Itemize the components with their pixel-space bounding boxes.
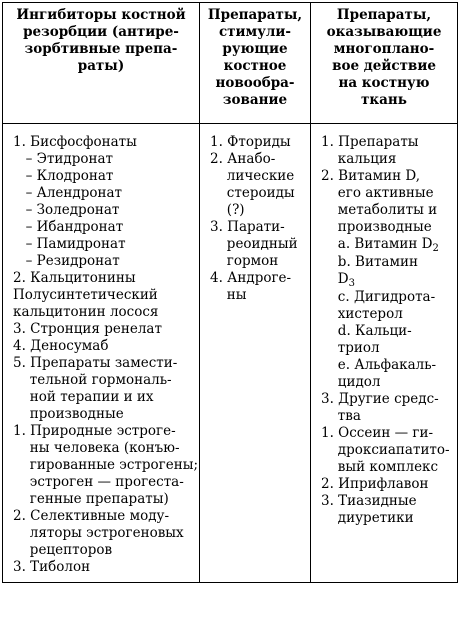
text-line: 1. Препараты <box>321 134 419 150</box>
header-row <box>3 3 458 124</box>
text-line: оказывающие <box>326 24 442 40</box>
header-cell-antiresorptive <box>3 3 200 124</box>
text-line: генные препараты) <box>29 491 169 507</box>
text-line: 2. Витамин D, <box>321 168 421 184</box>
header-lines <box>204 7 306 109</box>
text-line: e. Альфакаль- <box>337 357 437 373</box>
text-line: 3. Стронция ренелат <box>13 321 162 337</box>
text-line: (?) <box>226 202 245 218</box>
text-line: раты) <box>77 58 125 74</box>
text-line: ны человека (конъю- <box>29 440 180 456</box>
text-line: 2. Анабо- <box>210 151 276 167</box>
text-line: 1. Природные эстроге- <box>13 423 176 439</box>
text-line: рующие <box>222 41 288 57</box>
subscript: 3 <box>348 278 355 289</box>
text-line: Ингибиторы костной <box>16 7 186 23</box>
text-line: ткань <box>361 92 407 108</box>
text-line: 1. Бисфосфонаты <box>13 134 137 150</box>
text-line: кальцитонин лосося <box>13 304 159 320</box>
subscript: 2 <box>432 243 439 254</box>
text-line: тва <box>337 408 361 424</box>
text-line: многоплано- <box>333 41 435 57</box>
text-line: 4. Деносумаб <box>13 338 109 354</box>
text-line: – Резидронат <box>25 253 120 269</box>
text-line: 3. Тиазидные <box>321 493 417 509</box>
text-line: 2. Кальцитонины <box>13 270 136 286</box>
text-line: 1. Оссеин — ги- <box>321 425 434 441</box>
cell-bone-formation-list <box>200 124 311 583</box>
text-line: резорбции (антире- <box>23 24 179 40</box>
text-line: кальция <box>337 151 397 167</box>
text-line: – Этидронат <box>25 151 114 167</box>
text-line: его активные <box>337 185 434 201</box>
text-line: 3. Тиболон <box>13 559 91 575</box>
text-line: на костную <box>338 75 430 91</box>
header-lines <box>315 7 453 109</box>
drug-list <box>321 134 454 527</box>
classification-table <box>2 2 458 583</box>
text-line: c. Дигидрота- <box>337 289 436 305</box>
text-line: – Памидронат <box>25 236 126 252</box>
text-line: 4. Андроге- <box>210 270 292 286</box>
text-line: эстроген — прогеста- <box>29 474 184 490</box>
text-line: вое действие <box>332 58 436 74</box>
text-line: хистерол <box>337 306 403 322</box>
text-line: стероиды <box>226 185 295 201</box>
text-line: триол <box>337 340 380 356</box>
text-line: – Клодронат <box>25 168 114 184</box>
text-line: производные <box>29 406 124 422</box>
text-line: цидол <box>337 374 381 390</box>
text-line: вый комплекс <box>337 459 439 475</box>
text-line: костное <box>223 58 287 74</box>
text-line: дроксиапатито- <box>337 442 450 458</box>
header-lines <box>7 7 195 75</box>
text-line: зорбтивные препа- <box>24 41 178 57</box>
text-line: реоидный <box>226 236 298 252</box>
content-row <box>3 124 458 583</box>
text-line: гормон <box>226 253 279 269</box>
text-line: a. Витамин D2 <box>337 236 439 254</box>
text-line: 2. Иприфлавон <box>321 476 429 492</box>
drug-list <box>13 134 199 576</box>
text-line: ляторы эстрогеновых <box>29 525 184 541</box>
text-line: Препараты, <box>207 7 303 23</box>
text-line: 5. Препараты замести- <box>13 355 178 371</box>
text-line: стимули- <box>218 24 292 40</box>
text-line: d. Кальци- <box>337 323 412 339</box>
text-line: производные <box>337 219 432 235</box>
text-line: гированные эстрогены; <box>29 457 199 473</box>
cell-multifaceted-list <box>311 124 458 583</box>
header-cell-multifaceted <box>311 3 458 124</box>
text-line: ной терапии и их <box>29 389 154 405</box>
cell-antiresorptive-list <box>3 124 200 583</box>
drug-list <box>210 134 307 304</box>
text-line: 3. Парати- <box>210 219 285 235</box>
text-line: лические <box>226 168 295 184</box>
text-line: – Алендронат <box>25 185 123 201</box>
text-line: b. Витамин <box>337 254 418 270</box>
text-line: D3 <box>337 271 355 289</box>
text-line: ны <box>226 287 247 303</box>
text-line: новообра- <box>215 75 295 91</box>
text-line: 3. Другие средс- <box>321 391 439 407</box>
text-line: рецепторов <box>29 542 113 558</box>
text-line: 2. Селективные моду- <box>13 508 170 524</box>
text-line: диуретики <box>337 510 414 526</box>
text-line: 1. Фториды <box>210 134 291 150</box>
text-line: тельной гормональ- <box>29 372 172 388</box>
text-line: – Ибандронат <box>25 219 124 235</box>
text-line: Препараты, <box>336 7 432 23</box>
text-line: – Золедронат <box>25 202 120 218</box>
text-line: метаболиты и <box>337 202 438 218</box>
text-line: Полусинтетический <box>13 287 158 303</box>
header-cell-bone-formation <box>200 3 311 124</box>
text-line: зование <box>222 92 288 108</box>
